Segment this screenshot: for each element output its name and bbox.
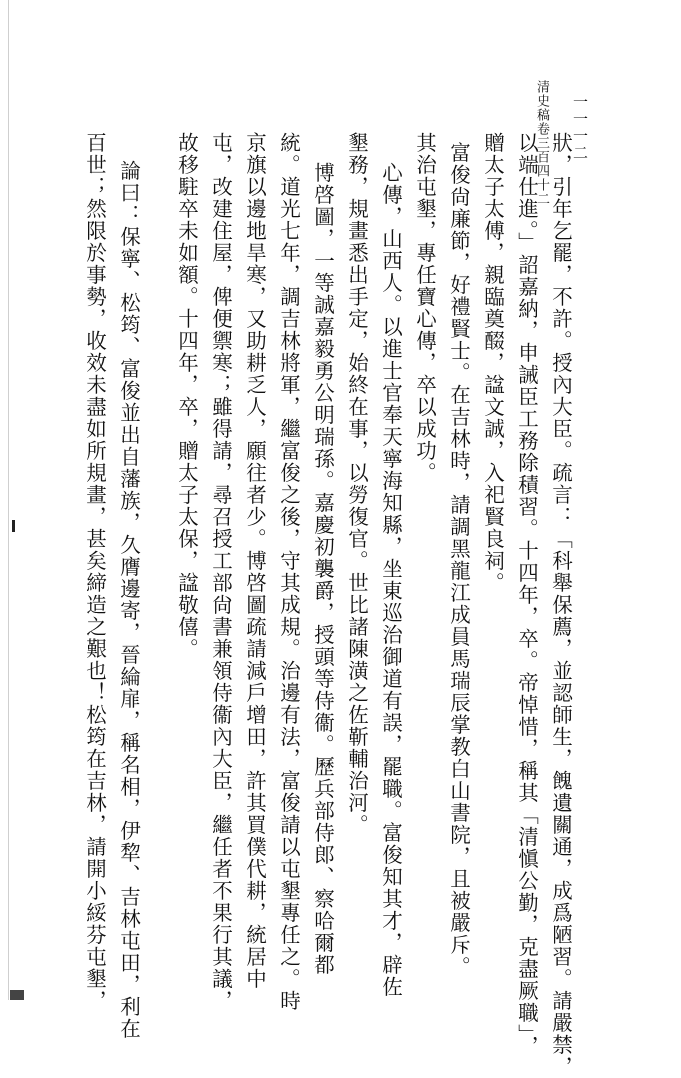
- text-column: 狀，引年乞罷，不許。授內大臣。疏言：「科舉保薦，並認師生，餽遺關通，成爲陋習。請嚴禁，: [548, 132, 573, 1078]
- text-column: 百世；然限於事勢，收效未盡如所規畫，甚矣締造之艱也！松筠在吉林，請開小綏芬屯墾，: [82, 132, 107, 1012]
- running-title: 清史稿卷三百四十二: [534, 80, 549, 206]
- text-column: 故移駐卒未如額。十四年，卒，贈太子太保，諡敬僖。: [174, 132, 199, 660]
- text-column: 屯，改建住屋，俾便禦寒；雖得請，尋召授工部尙書兼領侍衞內大臣，繼任者不果行其議，: [208, 132, 233, 1012]
- text-column: 論曰：保寧、松筠、富俊並出自藩族，久膺邊寄，晉綸扉，稱名相，伊犂、吉林屯田，利在: [116, 160, 141, 1040]
- text-column: 京旗以邊地旱寒，又助耕乏人，願往者少。博啓圖疏請減戶增田，許其買僕代耕，統居中: [242, 132, 267, 990]
- text-column: 墾務，規畫悉出手定，始終在事，以勞復官。世比諸陳潢之佐靳輔治河。: [344, 132, 369, 836]
- text-column: 心傳，山西人。以進士官奉天寧海知縣，坐東巡治御道有誤，罷職。富俊知其才，辟佐: [378, 162, 403, 998]
- text-column: 以端仕進。」詔嘉納，申誡臣工務除積習。十四年，卒。帝悼惜，稱其「清愼公勤，克盡厥職」，: [514, 132, 539, 1058]
- page-number: 一一一二: [571, 94, 589, 162]
- text-column: 贈太子太傅，親臨奠醊，諡文誠，入祀賢良祠。: [480, 132, 505, 594]
- text-column: 博啓圖，一等誠嘉毅勇公明瑞孫。嘉慶初襲爵，授頭等侍衞。歷兵部侍郎、察哈爾都: [310, 162, 335, 976]
- text-column: 統。道光七年，調吉林將軍，繼富俊之後，守其成規。治邊有法，富俊請以屯墾專任之。時: [276, 132, 301, 1012]
- page-edge-line: [8, 0, 9, 1000]
- text-column: 其治屯墾，專任寶心傳，卒以成功。: [412, 132, 437, 484]
- text-column: 富俊尙廉節，好禮賢士。在吉林時，請調黑龍江成員馬瑞辰掌教白山書院，且被嚴斥。: [446, 142, 471, 978]
- gutter-mark: [10, 990, 24, 1000]
- gutter-mark: [12, 520, 15, 532]
